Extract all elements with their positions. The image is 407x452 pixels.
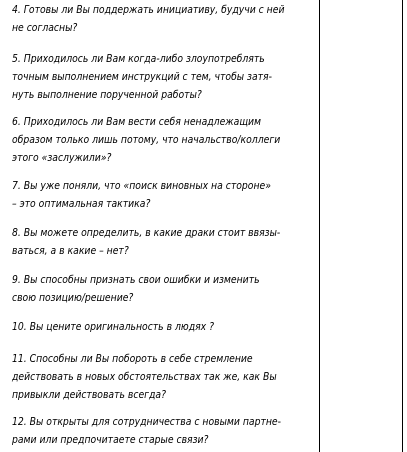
column-divider-left xyxy=(319,0,320,452)
question-line: не согласны? xyxy=(12,22,78,34)
question-line: 7. Вы уже поняли, что «поиск виновных на стороне» xyxy=(12,180,271,192)
question-line: этого «заслужили»? xyxy=(12,152,112,164)
question-line: 5. Приходилось ли Вам когда-либо злоупотреблять xyxy=(12,53,265,65)
question-line: рами или предпочитаете старые связи? xyxy=(12,434,209,446)
question-11 xyxy=(12,350,312,404)
question-5 xyxy=(12,50,312,104)
question-6 xyxy=(12,113,312,167)
question-line: действовать в новых обстоятельствах так же, как Вы xyxy=(12,371,277,383)
question-line: 10. Вы цените оригинальность в людях ? xyxy=(12,321,215,333)
question-4 xyxy=(12,1,312,37)
question-line: 9. Вы способны признать свои ошибки и изменить xyxy=(12,274,260,286)
question-line: ваться, а в какие – нет? xyxy=(12,245,129,257)
question-10 xyxy=(12,318,312,336)
question-line: 8. Вы можете определить, в какие драки стоит ввязы- xyxy=(12,227,281,239)
question-line: свою позицию/решение? xyxy=(12,292,134,304)
question-line: привыкли действовать всегда? xyxy=(12,389,167,401)
question-line: нуть выполнение порученной работы? xyxy=(12,89,202,101)
question-7 xyxy=(12,177,312,213)
question-line: 11. Способны ли Вы побороть в себе стремление xyxy=(12,353,253,365)
question-9 xyxy=(12,271,312,307)
question-12 xyxy=(12,413,312,449)
column-divider-right xyxy=(402,0,403,452)
question-column xyxy=(12,0,312,452)
question-line: – это оптимальная тактика? xyxy=(12,198,151,210)
question-8 xyxy=(12,224,312,260)
question-line: образом только лишь потому, что начальство/коллеги xyxy=(12,134,281,146)
question-line: точным выполнением инструкций с тем, чтобы затя- xyxy=(12,71,272,83)
question-line: 4. Готовы ли Вы поддержать инициативу, будучи с ней xyxy=(12,4,285,16)
question-line: 12. Вы открыты для сотрудничества с новыми партне- xyxy=(12,416,281,428)
question-line: 6. Приходилось ли Вам вести себя ненадлежащим xyxy=(12,116,262,128)
